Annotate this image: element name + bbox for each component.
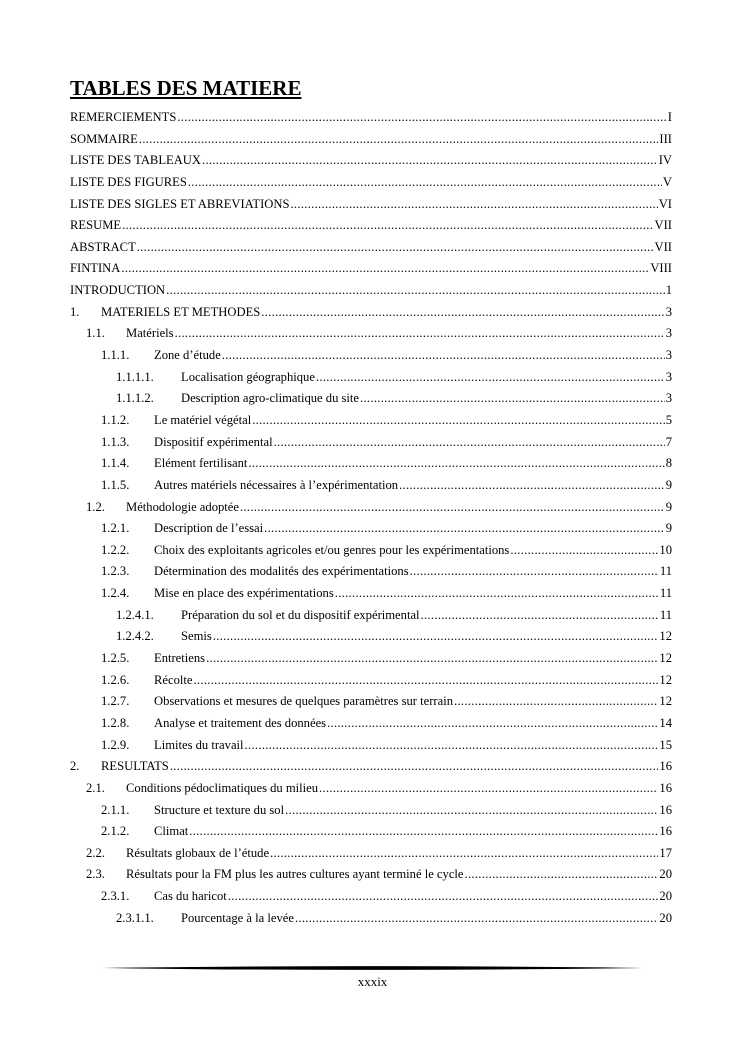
toc-entry-number: 1.1.2. (101, 412, 130, 427)
toc-entry-page: 5 (665, 412, 672, 427)
dot-leader (319, 778, 658, 800)
toc-entry-page: 8 (665, 456, 672, 471)
toc-entry[interactable] (70, 432, 672, 454)
toc-entry-number: 1.2.5. (101, 651, 130, 666)
toc-entry[interactable] (70, 172, 672, 194)
dot-leader (240, 497, 665, 519)
toc-entry-page: I (667, 110, 672, 124)
toc-entry-title: Détermination des modalités des expérimentations (154, 564, 409, 579)
toc-entry-number: 1.2.8. (101, 715, 130, 730)
toc-entry-title: Elément fertilisant (154, 456, 248, 471)
toc-entry-page: 3 (665, 326, 672, 341)
dot-leader (410, 561, 659, 583)
toc-entry[interactable] (70, 280, 672, 302)
toc-entry[interactable] (70, 626, 672, 648)
toc-entry[interactable] (70, 237, 672, 259)
toc-entry[interactable] (70, 908, 672, 930)
toc-entry-page: 3 (665, 348, 672, 363)
toc-entry[interactable] (70, 886, 672, 908)
toc-entry[interactable] (70, 561, 672, 583)
toc-entry-page: 12 (659, 629, 672, 644)
toc-entry-title: SOMMAIRE (70, 131, 138, 146)
toc-entry-title: Résultats pour la FM plus les autres cultures ayant terminé le cycle (126, 867, 464, 882)
toc-entry-number: 2.1.2. (101, 824, 130, 839)
toc-entry-page: 11 (659, 564, 672, 579)
dot-leader (274, 432, 665, 454)
toc-entry-title: Récolte (154, 672, 193, 687)
toc-entry-number: 1.2.4. (101, 586, 130, 601)
toc-entry[interactable] (70, 605, 672, 627)
toc-entry-number: 1.1.5. (101, 477, 130, 492)
toc-entry-title: ABSTRACT (70, 239, 136, 254)
toc-entry-page: 3 (665, 369, 672, 384)
toc-entry-page: 3 (665, 391, 672, 406)
toc-entry-page: 12 (659, 672, 672, 687)
dot-leader (228, 886, 659, 908)
dot-leader (121, 258, 649, 280)
toc-entry-page: 10 (659, 542, 672, 557)
toc-entry-number: 2.1.1. (101, 802, 130, 817)
toc-entry-title: MATERIELS ET METHODES (101, 304, 261, 319)
dot-leader (188, 172, 662, 194)
toc-entry-number: 1.2.9. (101, 737, 130, 752)
toc-entry[interactable] (70, 258, 672, 280)
toc-entry-number: 1. (70, 304, 80, 319)
toc-entry[interactable] (70, 150, 672, 172)
toc-entry-page: 16 (659, 780, 672, 795)
dot-leader (270, 843, 658, 865)
toc-entry-title: Climat (154, 824, 189, 839)
toc-entry-title: Limites du travail (154, 737, 244, 752)
dot-leader (465, 864, 659, 886)
toc-entry-page: 12 (659, 694, 672, 709)
toc-entry-number: 1.1.4. (101, 456, 130, 471)
dot-leader (252, 410, 665, 432)
toc-entry-title: LISTE DES SIGLES ET ABREVIATIONS (70, 196, 290, 211)
toc-entry[interactable] (70, 475, 672, 497)
dot-leader (122, 215, 653, 237)
toc-entry-title: Choix des exploitants agricoles et/ou genres pour les expérimentations (154, 542, 510, 557)
toc-entry-page: 20 (659, 889, 672, 904)
toc-entry-page: VII (654, 218, 672, 233)
toc-entry-title: Localisation géographique (181, 369, 315, 384)
toc-entry-page: VIII (650, 261, 672, 276)
dot-leader (213, 626, 659, 648)
toc-entry-title: Analyse et traitement des données (154, 715, 327, 730)
toc-entry-number: 1.2.4.2. (116, 629, 154, 644)
toc-entry[interactable] (70, 864, 672, 886)
toc-entry-title: Le matériel végétal (154, 412, 252, 427)
toc-entry-number: 2.3.1.1. (116, 910, 154, 925)
toc-entry-title: LISTE DES FIGURES (70, 174, 187, 189)
toc-entry[interactable] (70, 691, 672, 713)
toc-entry-page: 16 (659, 802, 672, 817)
toc-entry-title: Méthodologie adoptée (126, 499, 239, 514)
toc-entry-title: Structure et texture du sol (154, 802, 285, 817)
toc-entry[interactable] (70, 800, 672, 822)
toc-entry-page: 14 (659, 715, 672, 730)
toc-entry-title: Résultats globaux de l’étude (126, 845, 270, 860)
dot-leader (245, 735, 659, 757)
toc-entry-page: 20 (659, 910, 672, 925)
toc-entry-number: 2.1. (86, 780, 105, 795)
toc-entry-number: 2. (70, 759, 80, 774)
toc-entry-title: Description de l’essai (154, 521, 264, 536)
dot-leader (290, 194, 657, 216)
toc-entry-title: Préparation du sol et du dispositif expérimental (181, 607, 420, 622)
toc-entry-title: LISTE DES TABLEAUX (70, 153, 201, 168)
toc-entry-page: 9 (665, 499, 672, 514)
toc-entry-page: 17 (659, 845, 672, 860)
toc-entry-title: FINTINA (70, 261, 121, 276)
toc-entry-title: Pourcentage à la levée (181, 910, 294, 925)
dot-leader (137, 237, 654, 259)
toc-entry[interactable] (70, 410, 672, 432)
dot-leader (175, 323, 665, 345)
dot-leader (316, 367, 665, 389)
toc-entry[interactable] (70, 583, 672, 605)
toc-entry-page: 11 (659, 607, 672, 622)
toc-entry-page: III (659, 131, 672, 146)
toc-entry-page: 1 (665, 283, 672, 298)
toc-entry[interactable] (70, 367, 672, 389)
toc-entry-number: 2.2. (86, 845, 105, 860)
toc-entry-title: Entretiens (154, 651, 206, 666)
toc-entry[interactable] (70, 670, 672, 692)
dot-leader (264, 518, 665, 540)
toc-entry[interactable] (70, 345, 672, 367)
dot-leader (421, 605, 659, 627)
toc-entry-title: Observations et mesures de quelques paramètres sur terrain (154, 694, 453, 709)
toc-entry[interactable] (70, 388, 672, 410)
toc-entry-number: 2.3. (86, 867, 105, 882)
dot-leader (295, 908, 658, 930)
toc-entry-title: RESUME (70, 218, 122, 233)
dot-leader (222, 345, 665, 367)
dot-leader (360, 388, 665, 410)
toc-entry[interactable] (70, 821, 672, 843)
dot-leader (206, 648, 658, 670)
toc-entry[interactable] (70, 735, 672, 757)
dot-leader (202, 150, 658, 172)
toc-entry-number: 1.2.6. (101, 672, 130, 687)
dot-leader (248, 453, 664, 475)
toc-entry[interactable] (70, 518, 672, 540)
dot-leader (189, 821, 658, 843)
toc-entry-number: 1.2. (86, 499, 105, 514)
toc-entry-number: 1.1.3. (101, 434, 130, 449)
toc-entry-page: 12 (659, 651, 672, 666)
toc-entry-page: V (662, 174, 672, 189)
toc-entry[interactable] (70, 302, 672, 324)
dot-leader (327, 713, 658, 735)
toc-entry-page: 3 (665, 304, 672, 319)
toc-entry-number: 1.2.7. (101, 694, 130, 709)
dot-leader (177, 107, 666, 129)
toc-entry-title: Description agro-climatique du site (181, 391, 360, 406)
toc-entry-number: 1.1. (86, 326, 105, 341)
toc-entry[interactable] (70, 323, 672, 345)
toc-entry-page: 9 (665, 521, 672, 536)
toc-entry[interactable] (70, 778, 672, 800)
toc-entry[interactable] (70, 648, 672, 670)
toc-entry[interactable] (70, 497, 672, 519)
toc-entry-number: 1.2.1. (101, 521, 130, 536)
dot-leader (399, 475, 665, 497)
table-of-contents (70, 107, 672, 929)
toc-entry-number: 1.1.1. (101, 348, 130, 363)
toc-entry-page: 11 (659, 586, 672, 601)
toc-entry-page: VI (658, 196, 672, 211)
toc-entry-page: 15 (659, 737, 672, 752)
dot-leader (261, 302, 664, 324)
toc-entry[interactable] (70, 756, 672, 778)
toc-entry-number: 1.2.2. (101, 542, 130, 557)
toc-entry-page: 16 (659, 824, 672, 839)
toc-entry-title: Semis (181, 629, 212, 644)
toc-entry-page: 9 (665, 477, 672, 492)
toc-entry-title: Matériels (126, 326, 174, 341)
toc-entry[interactable] (70, 453, 672, 475)
toc-entry[interactable] (70, 540, 672, 562)
toc-entry-number: 1.2.4.1. (116, 607, 154, 622)
toc-entry-page: 16 (659, 759, 672, 774)
toc-entry-title: Dispositif expérimental (154, 434, 273, 449)
dot-leader (193, 670, 658, 692)
dot-leader (139, 129, 659, 151)
toc-entry-title: Conditions pédoclimatiques du milieu (126, 780, 319, 795)
toc-entry-number: 1.2.3. (101, 564, 130, 579)
toc-entry-title: Zone d’étude (154, 348, 221, 363)
toc-entry-title: INTRODUCTION (70, 283, 166, 298)
toc-entry[interactable] (70, 129, 672, 151)
toc-entry[interactable] (70, 215, 672, 237)
dot-leader (335, 583, 659, 605)
toc-entry-title: RESULTATS (101, 759, 169, 774)
dot-leader (285, 800, 658, 822)
dot-leader (170, 756, 659, 778)
toc-entry-title: Cas du haricot (154, 889, 227, 904)
toc-entry[interactable] (70, 843, 672, 865)
toc-entry-title: Mise en place des expérimentations (154, 586, 334, 601)
dot-leader (454, 691, 658, 713)
toc-entry-page: 7 (665, 434, 672, 449)
toc-entry-title: Autres matériels nécessaires à l’expérimentation (154, 477, 399, 492)
toc-entry-page: IV (658, 153, 672, 168)
toc-entry-number: 1.1.1.1. (116, 369, 154, 384)
dot-leader (510, 540, 658, 562)
toc-entry[interactable] (70, 107, 672, 129)
toc-entry[interactable] (70, 194, 672, 216)
page-number: xxxix (357, 974, 388, 989)
toc-entry-page: 20 (659, 867, 672, 882)
dot-leader (166, 280, 665, 302)
toc-entry-page: VII (654, 239, 672, 254)
toc-entry[interactable] (70, 713, 672, 735)
toc-entry-number: 2.3.1. (101, 889, 130, 904)
toc-entry-title: REMERCIEMENTS (70, 110, 177, 124)
footer-divider (102, 962, 642, 974)
toc-entry-number: 1.1.1.2. (116, 391, 154, 406)
page-title: TABLES DES MATIERE (70, 76, 302, 100)
